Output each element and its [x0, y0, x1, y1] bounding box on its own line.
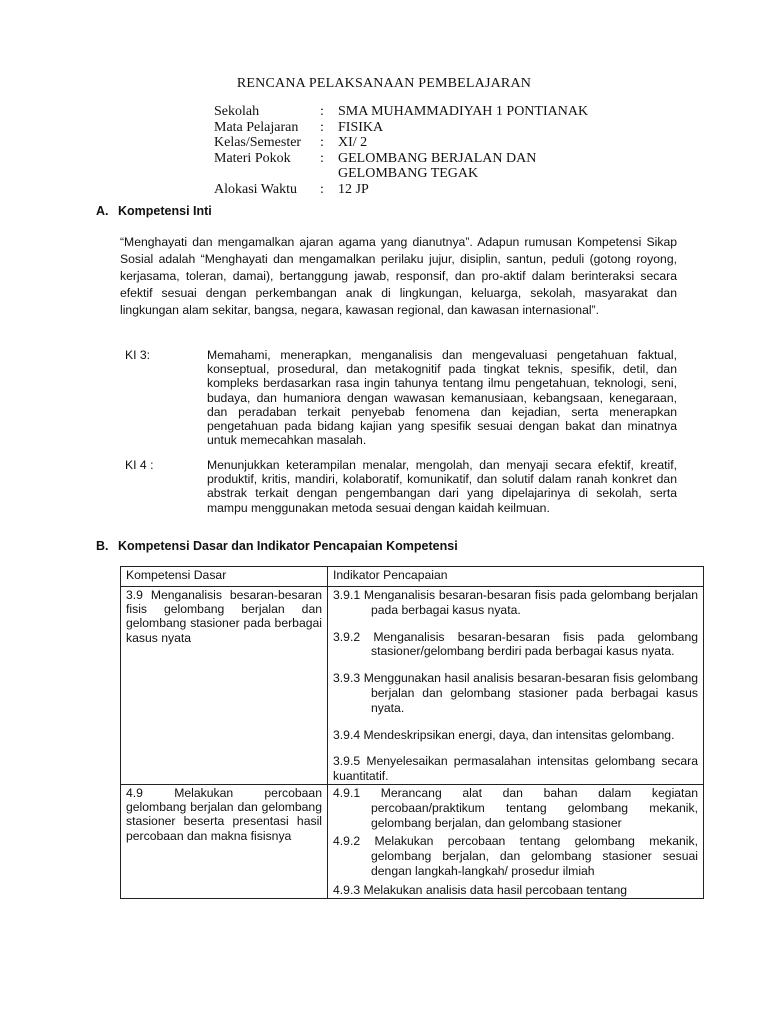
ki3-label: KI 3: [125, 348, 151, 362]
identity-colon: : [320, 119, 324, 135]
identity-row-school [214, 104, 598, 120]
table-header-row [121, 567, 704, 587]
ki4-label: KI 4 : [125, 458, 154, 472]
document-title: RENCANA PELAKSANAAN PEMBELAJARAN [236, 76, 532, 91]
indicator-item [333, 834, 698, 878]
indicator-number: 3.9.3 [333, 671, 361, 686]
indicator-cell [328, 587, 704, 785]
indicator-text: Menyelesaikan permasalahan intensitas gelombang secara kuantitatif. [333, 754, 699, 784]
section-b-heading [96, 539, 458, 553]
kd-text: 4.9 Melakukan percobaan gelombang berjalan dan gelombang stasioner beserta presentasi hasil percobaan dan makna fisisnya [126, 785, 322, 843]
indicator-text: Menganalisis besaran-besaran fisis pada gelombang berjalan pada berbagai kasus nyata. [363, 588, 698, 617]
indicator-text: Merancang alat dan bahan dalam kegiatan percobaan/praktikum tentang gelombang mekanik, gelombang berjalan, dan gelombang stasioner [371, 785, 698, 830]
section-letter: B. [96, 539, 109, 553]
indicator-item [333, 671, 698, 715]
section-title: Kompetensi Inti [118, 204, 212, 218]
indicator-number: 4.9.1 [333, 785, 361, 800]
identity-value: SMA MUHAMMADIYAH 1 PONTIANAK [338, 104, 589, 119]
competency-table [120, 566, 704, 899]
indicator-number: 3.9.5 [333, 754, 361, 769]
table-header-indicator: Indikator Pencapaian [328, 567, 704, 587]
identity-label: Sekolah [214, 104, 260, 119]
ki4-text: Menunjukkan keterampilan menalar, mengolah, dan menyaji secara efektif, kreatif, produktif, kritis, mandiri, kolaboratif, komunikatif, dan solutif dalam ranah konkret dan abstrak terkait dengan pengembangan dari yang dipelajarinya di sekolah, serta mampu menggunakan metoda sesuai dengan kaidah keilmuan. [207, 458, 677, 515]
indicator-text: Melakukan percobaan tentang gelombang mekanik, gelombang berjalan, dan gelombang stasioner sesuai dengan langkah-langkah/ prosedur ilmiah [371, 834, 698, 878]
identity-colon: : [320, 135, 324, 150]
indicator-number: 3.9.2 [333, 629, 361, 644]
indicator-text: Menganalisis besaran-besaran fisis pada gelombang stasioner/gelombang berdiri pada berbagai kasus nyata. [371, 629, 698, 659]
indicator-number: 4.9.2 [333, 834, 361, 849]
identity-label: Kelas/Semester [214, 135, 302, 150]
indicator-item [333, 786, 698, 830]
ki3-text: Memahami, menerapkan, menganalisis dan mengevaluasi pengetahuan faktual, konseptual, prosedural, dan metakognitif pada tingkat teknis, spesifik, detil, dan kompleks berdasarkan rasa ingin tahunya tentang ilmu pengetahuan, teknologi, seni, budaya, dan humaniora dengan wawasan kemanusiaan, kebangsaan, kenegaraan, dan peradaban terkait penyebab fenomena dan kejadian, serta menerapkan pengetahuan pada bidang kajian yang spesifik sesuai dengan bakat dan minatnya untuk memecahkan masalah. [207, 348, 677, 448]
indicator-item [333, 630, 698, 660]
identity-value: GELOMBANG BERJALAN DAN GELOMBANG TEGAK [338, 150, 537, 181]
identity-row-time [214, 182, 598, 198]
indicator-text: Menggunakan hasil analisis besaran-besaran fisis gelombang berjalan dan gelombang stasioner pada berbagai kasus nyata. [363, 671, 698, 715]
table-row [121, 587, 704, 785]
indicator-item [333, 754, 698, 784]
identity-label: Alokasi Waktu [214, 181, 297, 197]
identity-value: 12 JP [338, 181, 369, 197]
section-title: Kompetensi Dasar dan Indikator Pencapaian Kompetensi [118, 539, 458, 553]
identity-row-class [214, 135, 598, 151]
section-letter: A. [96, 204, 109, 218]
indicator-number: 3.9.1 [333, 588, 361, 602]
kd-text: 3.9 Menganalisis besaran-besaran fisis gelombang berjalan dan gelombang stasioner pada berbagai kasus nyata [126, 588, 322, 645]
identity-row-subject [214, 120, 598, 136]
identity-block [214, 104, 598, 197]
table-header-kd: Kompetensi Dasar [121, 567, 328, 587]
indicator-cell [328, 784, 704, 898]
table-row [121, 784, 704, 898]
section-a-heading [96, 204, 212, 218]
kd-cell [121, 784, 328, 898]
identity-colon: : [320, 150, 324, 166]
core-competency-paragraph: “Menghayati dan mengamalkan ajaran agama yang dianutnya”. Adapun rumusan Kompetensi Sikap Sosial adalah “Menghayati dan mengamalkan perilaku jujur, disiplin, santun, peduli (gotong royong, kerjasama, toleran, damai), bertanggung jawab, responsif, dan pro-aktif dalam berinteraksi secara efektif sesuai dengan perkembangan anak di lingkungan, keluarga, sekolah, masyarakat dan lingkungan alam sekitar, bangsa, negara, kawasan regional, dan kawasan internasional”. [120, 235, 677, 317]
indicator-item [333, 588, 698, 618]
identity-label: Mata Pelajaran [214, 119, 299, 135]
indicator-text: Melakukan analisis data hasil percobaan tentang [363, 882, 628, 897]
kd-cell [121, 587, 328, 785]
identity-value: XI/ 2 [338, 135, 368, 150]
identity-value: FISIKA [338, 119, 384, 135]
identity-colon: : [320, 104, 324, 119]
indicator-item [333, 728, 698, 743]
indicator-item [333, 883, 698, 898]
indicator-text: Mendeskripsikan energi, daya, dan intensitas gelombang. [363, 727, 675, 742]
indicator-number: 3.9.4 [333, 727, 361, 742]
identity-row-topic [214, 151, 598, 182]
identity-label: Materi Pokok [214, 150, 291, 166]
identity-colon: : [320, 181, 324, 197]
indicator-number: 4.9.3 [333, 882, 361, 897]
